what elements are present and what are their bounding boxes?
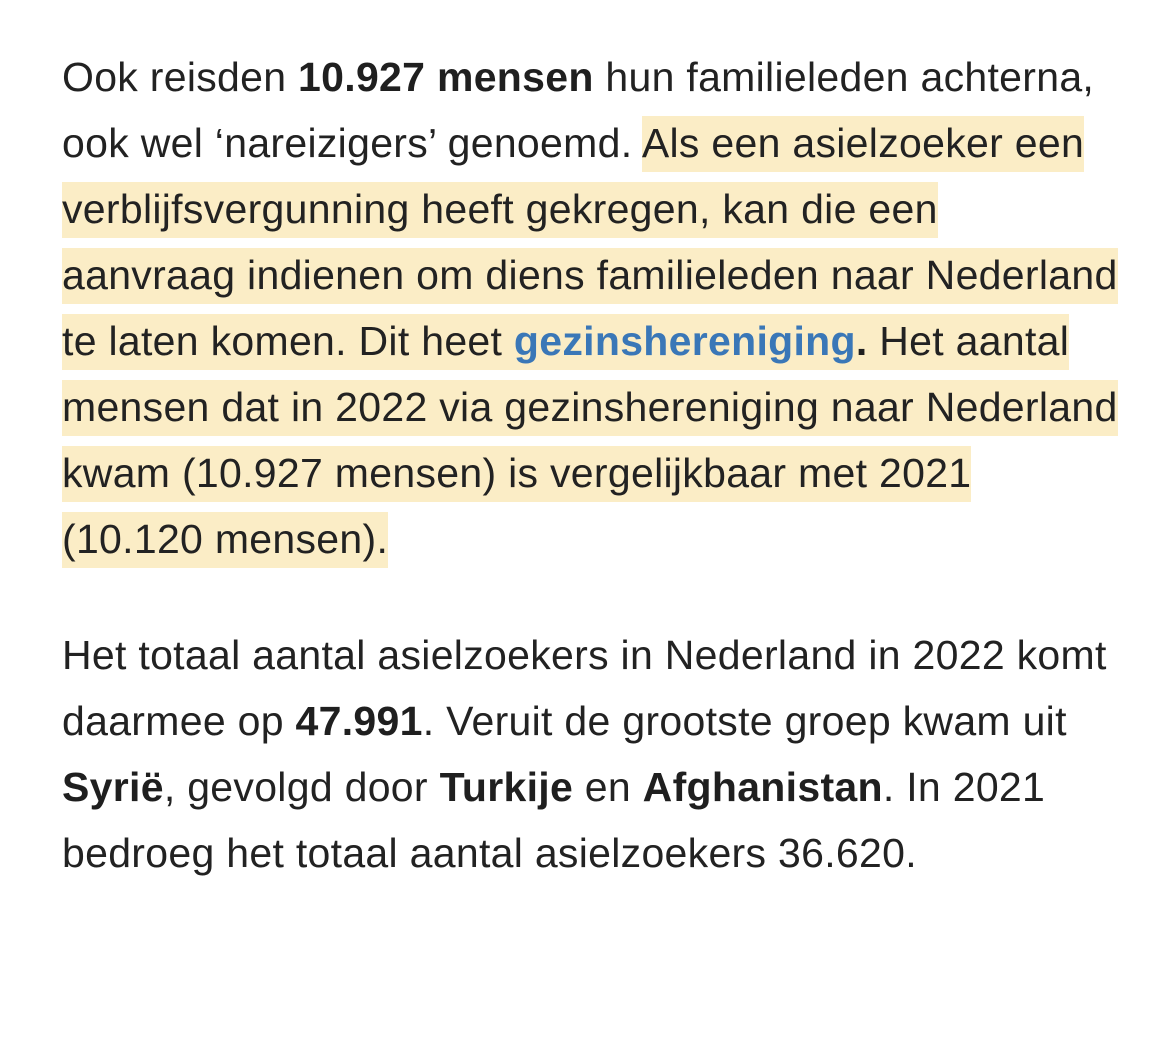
bold-country-afghanistan: Afghanistan [642, 764, 883, 810]
bold-country-turkije: Turkije [439, 764, 574, 810]
article-body [62, 44, 1122, 886]
totaal-text-2: . Veruit de grootste groep kwam uit [422, 698, 1067, 744]
paragraph-totaal [62, 622, 1122, 886]
totaal-text-5: . In 2021 bedroeg het totaal aantal asielzoekers 36.620. [62, 764, 1046, 876]
intro-text-continued: hun familieleden achterna, ook wel ‘nareizigers’ genoemd. [62, 54, 1095, 166]
highlighted-passage [62, 116, 1118, 568]
intro-text: Ook reisden [62, 54, 299, 100]
bold-period: . [855, 318, 868, 364]
gezinshereniging-link[interactable]: gezinshereniging [513, 318, 856, 364]
highlight-text-end: Het aantal mensen dat in 2022 via gezinshereniging naar Nederland kwam (10.927 mensen) is vergelijkbaar met 2021 (10.120 mensen). [62, 318, 1118, 562]
totaal-text-3: , gevolgd door [163, 764, 440, 810]
bold-count-nareizigers: 10.927 mensen [298, 54, 594, 100]
bold-totaal-2022: 47.991 [295, 698, 423, 744]
totaal-text-4: en [573, 764, 643, 810]
highlight-text-start: Als een asielzoeker een verblijfsvergunning heeft gekregen, kan die een aanvraag indienen om diens familieleden naar Nederland te laten komen. Dit heet [62, 120, 1118, 364]
paragraph-nareizigers [62, 44, 1122, 572]
bold-country-syrie: Syrië [62, 764, 164, 810]
totaal-text-1: Het totaal aantal asielzoekers in Nederland in 2022 komt daarmee op [62, 632, 1107, 744]
